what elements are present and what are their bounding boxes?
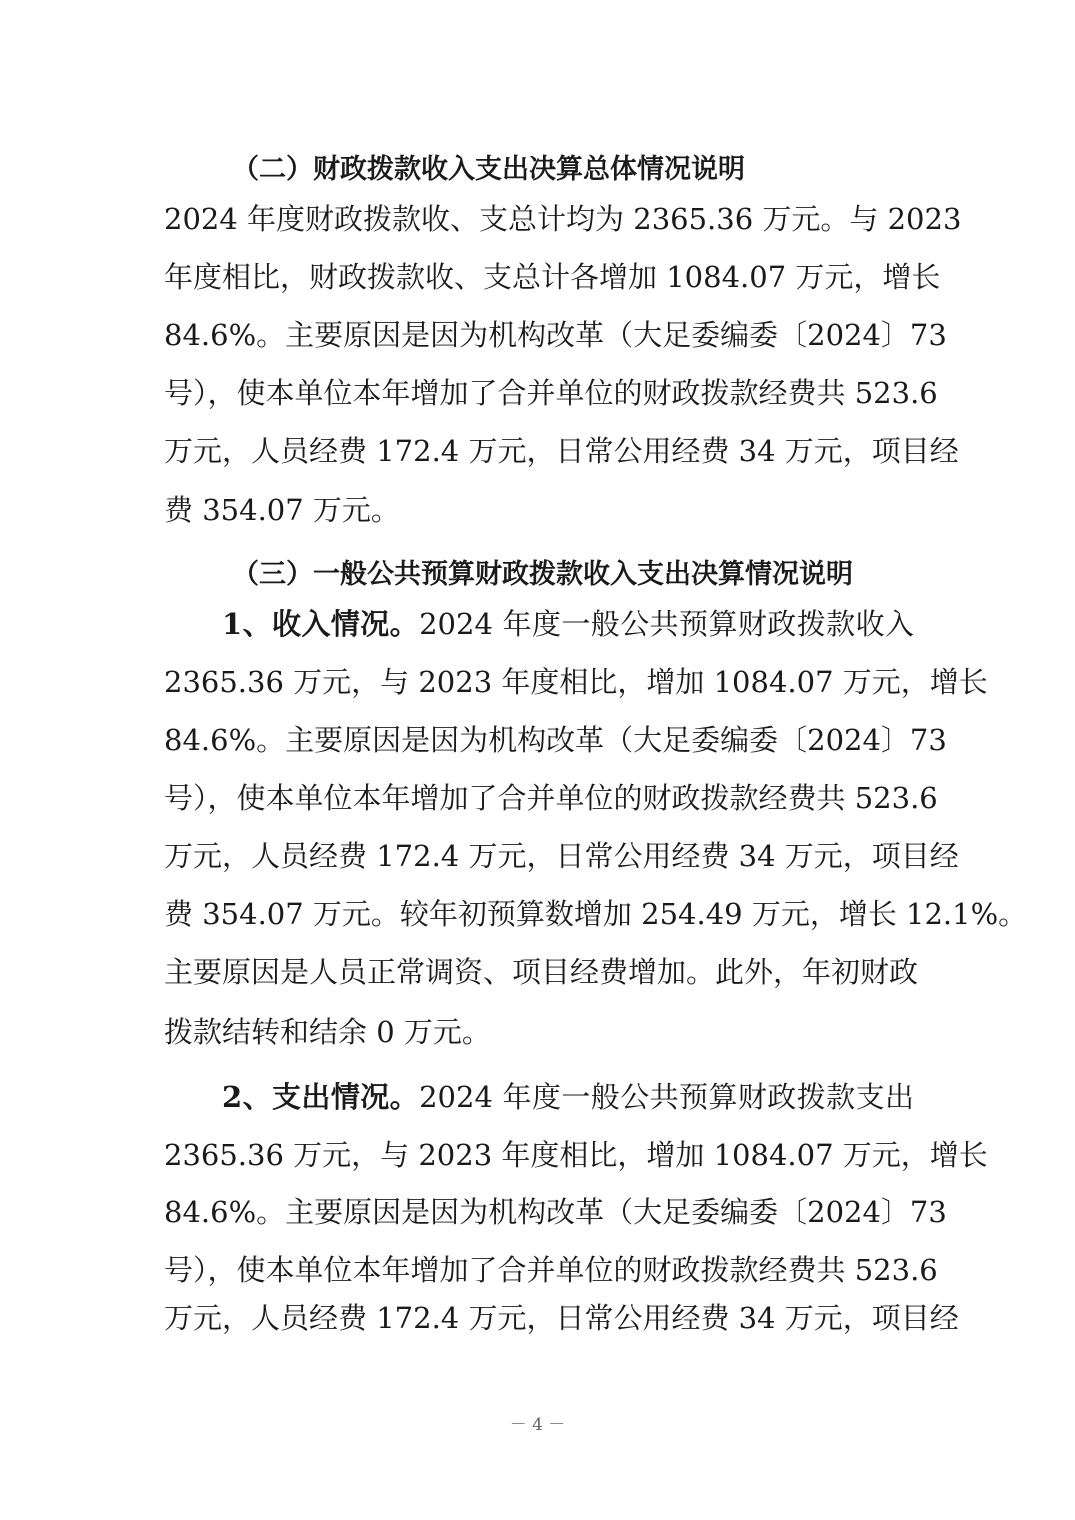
paragraph-line: 2365.36 万元，与 2023 年度相比，增加 1084.07 万元，增长 <box>164 665 988 699</box>
paragraph-line: 拨款结转和结余 0 万元。 <box>164 1015 491 1049</box>
section-3-heading: （三）一般公共预算财政拨款收入支出决算情况说明 <box>232 559 853 590</box>
paragraph-line: 费 354.07 万元。 <box>164 493 400 527</box>
expense-label: 2、支出情况。 <box>222 1080 420 1114</box>
paragraph-line: 号），使本单位本年增加了合并单位的财政拨款经费共 523.6 <box>164 781 938 815</box>
income-first-line <box>222 602 914 643</box>
expense-first-line <box>222 1075 914 1116</box>
paragraph-line: 84.6%。主要原因是因为机构改革（大足委编委〔2024〕73 <box>164 1195 947 1229</box>
expense-first-line-text: 2024 年度一般公共预算财政拨款支出 <box>419 1080 914 1114</box>
paragraph-line: 84.6%。主要原因是因为机构改革（大足委编委〔2024〕73 <box>164 318 947 352</box>
paragraph-line: 84.6%。主要原因是因为机构改革（大足委编委〔2024〕73 <box>164 723 947 757</box>
paragraph-line: 主要原因是人员正常调资、项目经费增加。此外，年初财政 <box>164 955 919 989</box>
section-2-heading: （二）财政拨款收入支出决算总体情况说明 <box>232 154 745 185</box>
paragraph-line: 万元，人员经费 172.4 万元，日常公用经费 34 万元，项目经 <box>164 839 959 873</box>
paragraph-line: 2024 年度财政拨款收、支总计均为 2365.36 万元。与 2023 <box>164 202 962 236</box>
paragraph-line: 2365.36 万元，与 2023 年度相比，增加 1084.07 万元，增长 <box>164 1138 988 1172</box>
paragraph-line: 万元，人员经费 172.4 万元，日常公用经费 34 万元，项目经 <box>164 1301 959 1335</box>
paragraph-line: 号），使本单位本年增加了合并单位的财政拨款经费共 523.6 <box>164 376 938 410</box>
paragraph-line: 费 354.07 万元。较年初预算数增加 254.49 万元，增长 12.1%。 <box>164 897 1028 931</box>
paragraph-line: 号），使本单位本年增加了合并单位的财政拨款经费共 523.6 <box>164 1253 938 1287</box>
page-number: － 4 － <box>509 1415 566 1435</box>
paragraph-line: 万元，人员经费 172.4 万元，日常公用经费 34 万元，项目经 <box>164 434 959 468</box>
income-first-line-text: 2024 年度一般公共预算财政拨款收入 <box>419 607 914 641</box>
income-label: 1、收入情况。 <box>222 607 420 641</box>
paragraph-line: 年度相比，财政拨款收、支总计各增加 1084.07 万元，增长 <box>164 260 941 294</box>
